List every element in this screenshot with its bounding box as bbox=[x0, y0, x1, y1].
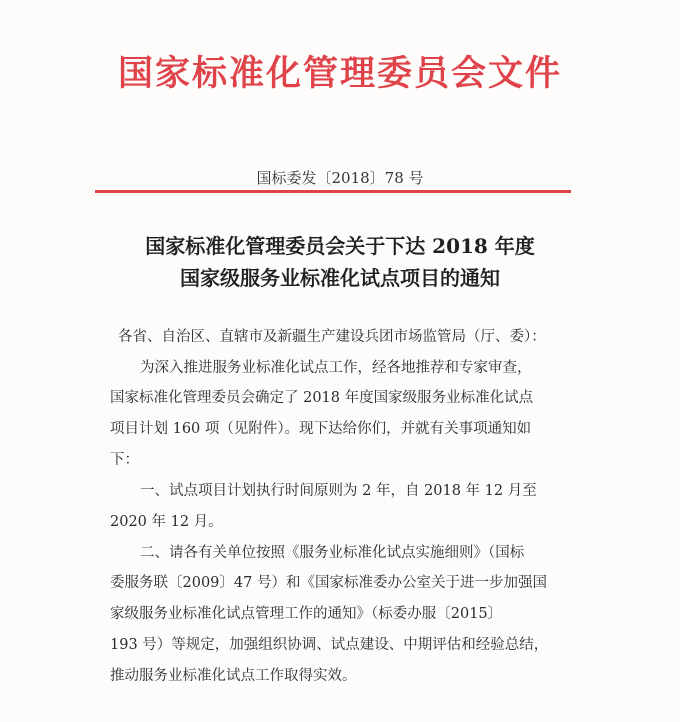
body-line: 一、试点项目计划执行时间原则为 2 年，自 2018 年 12 月至 bbox=[140, 483, 537, 499]
notice-title-line-2: 国家级服务业标准化试点项目的通知 bbox=[180, 266, 500, 290]
body-line: 推动服务业标准化试点工作取得实效。 bbox=[110, 668, 357, 684]
document-number: 国标委发〔2018〕78 号 bbox=[256, 169, 424, 187]
body-line: 项目计划 160 项（见附件）。现下达给你们，并就有关事项通知如 bbox=[110, 421, 532, 437]
body-line: 为深入推进服务业标准化试点工作，经各地推荐和专家审查， bbox=[140, 360, 532, 376]
body-line: 国家标准化管理委员会确定了 2018 年度国家级服务业标准化试点 bbox=[110, 390, 534, 406]
issuer-header: 国家标准化管理委员会文件 bbox=[117, 53, 562, 94]
body-line: 委服务联〔2009〕47 号）和《国家标准委办公室关于进一步加强国 bbox=[110, 575, 547, 591]
body-line: 家级服务业标准化试点管理工作的通知》（标委办服〔2015〕 bbox=[110, 606, 503, 622]
notice-title-line-1: 国家标准化管理委员会关于下达 2018 年度 bbox=[145, 234, 535, 258]
body-line: 2020 年 12 月。 bbox=[110, 514, 223, 530]
addressee: 各省、自治区、直辖市及新疆生产建设兵团市场监管局（厅、委）： bbox=[118, 329, 546, 345]
body-line: 下： bbox=[110, 452, 139, 468]
body-line: 二、请各有关单位按照《服务业标准化试点实施细则》（国标 bbox=[140, 545, 525, 561]
body-line: 193 号）等规定，加强组织协调、试点建设、中期评估和经验总结， bbox=[110, 637, 549, 653]
red-divider bbox=[95, 190, 571, 193]
